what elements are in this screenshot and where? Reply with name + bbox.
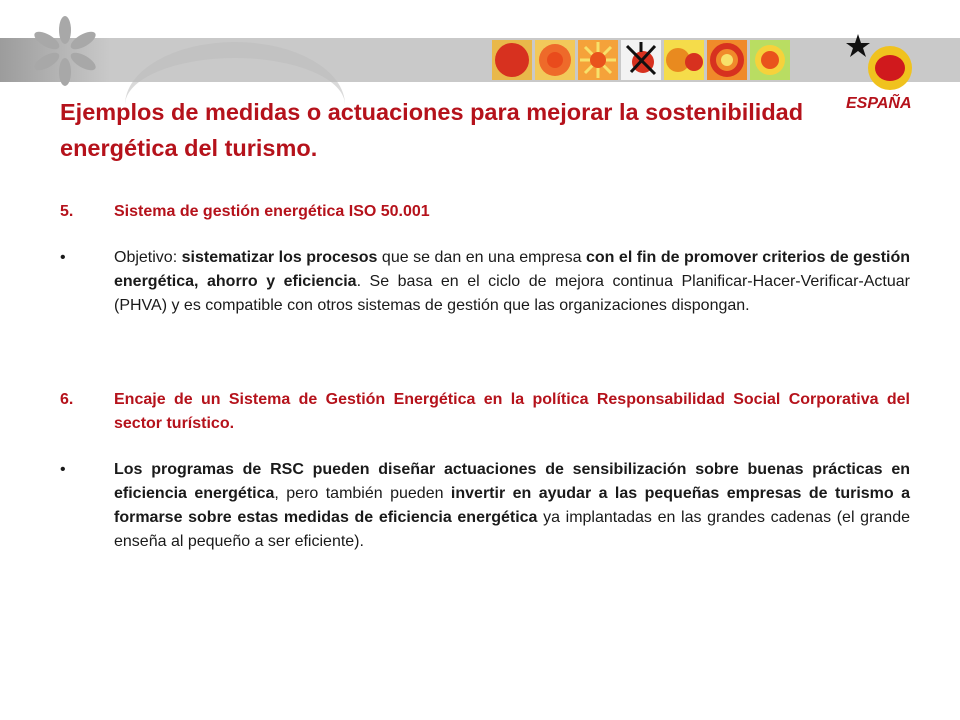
sun-tile-green-icon [750, 40, 790, 80]
bullet-text-part-bold: Los programas de RSC pueden diseñar actuaciones de sensibilización sobre buenas prácticas en eficiencia energética [114, 461, 910, 502]
section-number: 6. [60, 391, 74, 408]
bullet-item [60, 458, 910, 554]
slide-content [60, 200, 910, 554]
sun-tiles-strip [492, 40, 793, 80]
sun-tile-yellow-icon [664, 40, 704, 80]
bullet-text-part-bold: con el fin de promover criterios de gestión energética, ahorro y eficiencia [114, 249, 911, 290]
bullet-text-part: Objetivo: [114, 249, 182, 266]
sun-tile-ring-icon [707, 40, 747, 80]
sun-star-icon [30, 16, 100, 86]
sun-tile-red-icon [492, 40, 532, 80]
bullet-text-part: que se dan en una empresa [377, 249, 586, 266]
bullet-text [114, 458, 910, 554]
bullet-text-part: ya implantadas en las grandes cadenas (el grande enseña al pequeño a ser eficiente). [114, 509, 910, 550]
bullet-text-part: , pero también pueden [274, 485, 451, 502]
sun-tile-orange-icon [535, 40, 575, 80]
section-5 [60, 200, 910, 224]
page-title: Ejemplos de medidas o actuaciones para mejorar la sostenibilidad energética del turismo. [60, 99, 804, 161]
bullet-text-part-bold: invertir en ayudar a las pequeñas empresas de turismo a formarse sobre estas medidas de eficiencia energética [114, 485, 910, 526]
svg-text:ESPAÑA: ESPAÑA [846, 95, 912, 112]
section-6 [60, 388, 910, 436]
bullet-item [60, 246, 910, 318]
sun-tile-black-icon [621, 40, 661, 80]
section-heading: Encaje de un Sistema de Gestión Energética en la política Responsabilidad Social Corporativa del sector turístico. [114, 391, 910, 432]
bullet-marker: • [60, 461, 66, 478]
sun-tile-rays-icon [578, 40, 618, 80]
section-number: 5. [60, 203, 74, 220]
bullet-marker: • [60, 249, 66, 266]
section-heading: Sistema de gestión energética ISO 50.001 [114, 203, 430, 220]
bullet-text-part: . Se basa en el ciclo de mejora continua Planificar-Hacer-Verificar-Actuar (PHVA) y es compatible con otros sistemas de gestión que las organizaciones dispongan. [114, 273, 910, 314]
bullet-text [114, 246, 910, 318]
bullet-text-part-bold: sistematizar los procesos [181, 249, 378, 266]
